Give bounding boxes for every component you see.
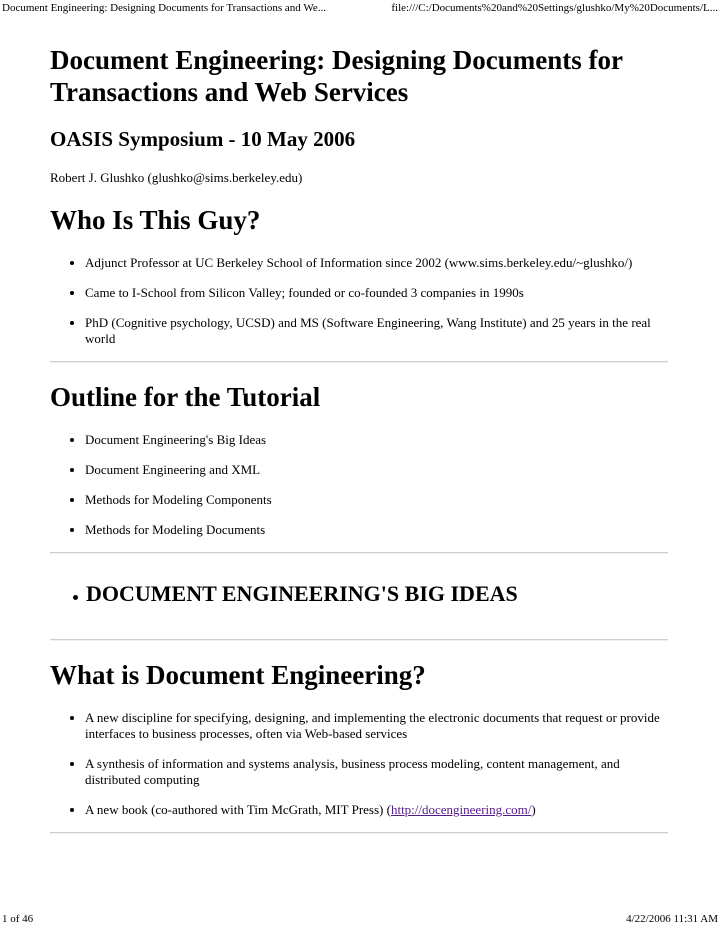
who-bullet-list xyxy=(50,255,668,347)
section-divider xyxy=(50,361,668,363)
print-header-document-title: Document Engineering: Designing Documents for Transactions and We... xyxy=(2,2,326,14)
docengineering-link[interactable]: http://docengineering.com/ xyxy=(390,802,532,817)
print-footer xyxy=(2,913,718,926)
section-heading-who: Who Is This Guy? xyxy=(50,205,261,235)
print-header xyxy=(2,2,718,15)
print-header-file-url: file:///C:/Documents%20and%20Settings/glushko/My%20Documents/L... xyxy=(391,2,718,14)
section-divider xyxy=(50,832,668,834)
print-timestamp: 4/22/2006 11:31 AM xyxy=(626,913,718,925)
list-item-book xyxy=(85,802,668,818)
bullet-icon xyxy=(73,595,78,600)
list-item: • Methods for Modeling Documents xyxy=(85,522,668,538)
page-number: 1 of 46 xyxy=(2,913,34,925)
list-item: • Methods for Modeling Components xyxy=(85,492,668,508)
document-content xyxy=(50,0,668,834)
list-item: • A synthesis of information and systems analysis, business process modeling, content management, and distributed computing xyxy=(85,756,668,788)
book-bullet-prefix: A new book (co-authored with Tim McGrath, MIT Press) ( xyxy=(85,802,391,817)
section-heading-what: What is Document Engineering? xyxy=(50,660,426,690)
list-item: • PhD (Cognitive psychology, UCSD) and MS (Software Engineering, Wang Institute) and 25 years in the real world xyxy=(85,315,668,347)
author-line: Robert J. Glushko (glushko@sims.berkeley.edu) xyxy=(50,170,303,185)
big-ideas-item xyxy=(50,579,668,609)
section-heading-outline: Outline for the Tutorial xyxy=(50,382,321,412)
book-bullet-suffix: ) xyxy=(531,802,536,817)
what-bullet-list xyxy=(50,710,668,818)
list-item: • A new discipline for specifying, designing, and implementing the electronic documents that request or provide interfaces to business processes, often via Web-based services xyxy=(85,710,668,742)
section-divider xyxy=(50,552,668,554)
section-divider xyxy=(50,639,668,641)
list-item: • Came to I-School from Silicon Valley; founded or co-founded 3 companies in 1990s xyxy=(85,285,668,301)
list-item: • Document Engineering's Big Ideas xyxy=(85,432,668,448)
page-title: Document Engineering: Designing Documents for Transactions and Web Services xyxy=(50,45,623,107)
outline-bullet-list xyxy=(50,432,668,538)
list-item: • Document Engineering and XML xyxy=(85,462,668,478)
subtitle: OASIS Symposium - 10 May 2006 xyxy=(50,127,356,151)
list-item: • Adjunct Professor at UC Berkeley School of Information since 2002 (www.sims.berkeley.edu/~glushko/) xyxy=(85,255,668,271)
section-heading-big-ideas: DOCUMENT ENGINEERING'S BIG IDEAS xyxy=(86,581,518,606)
